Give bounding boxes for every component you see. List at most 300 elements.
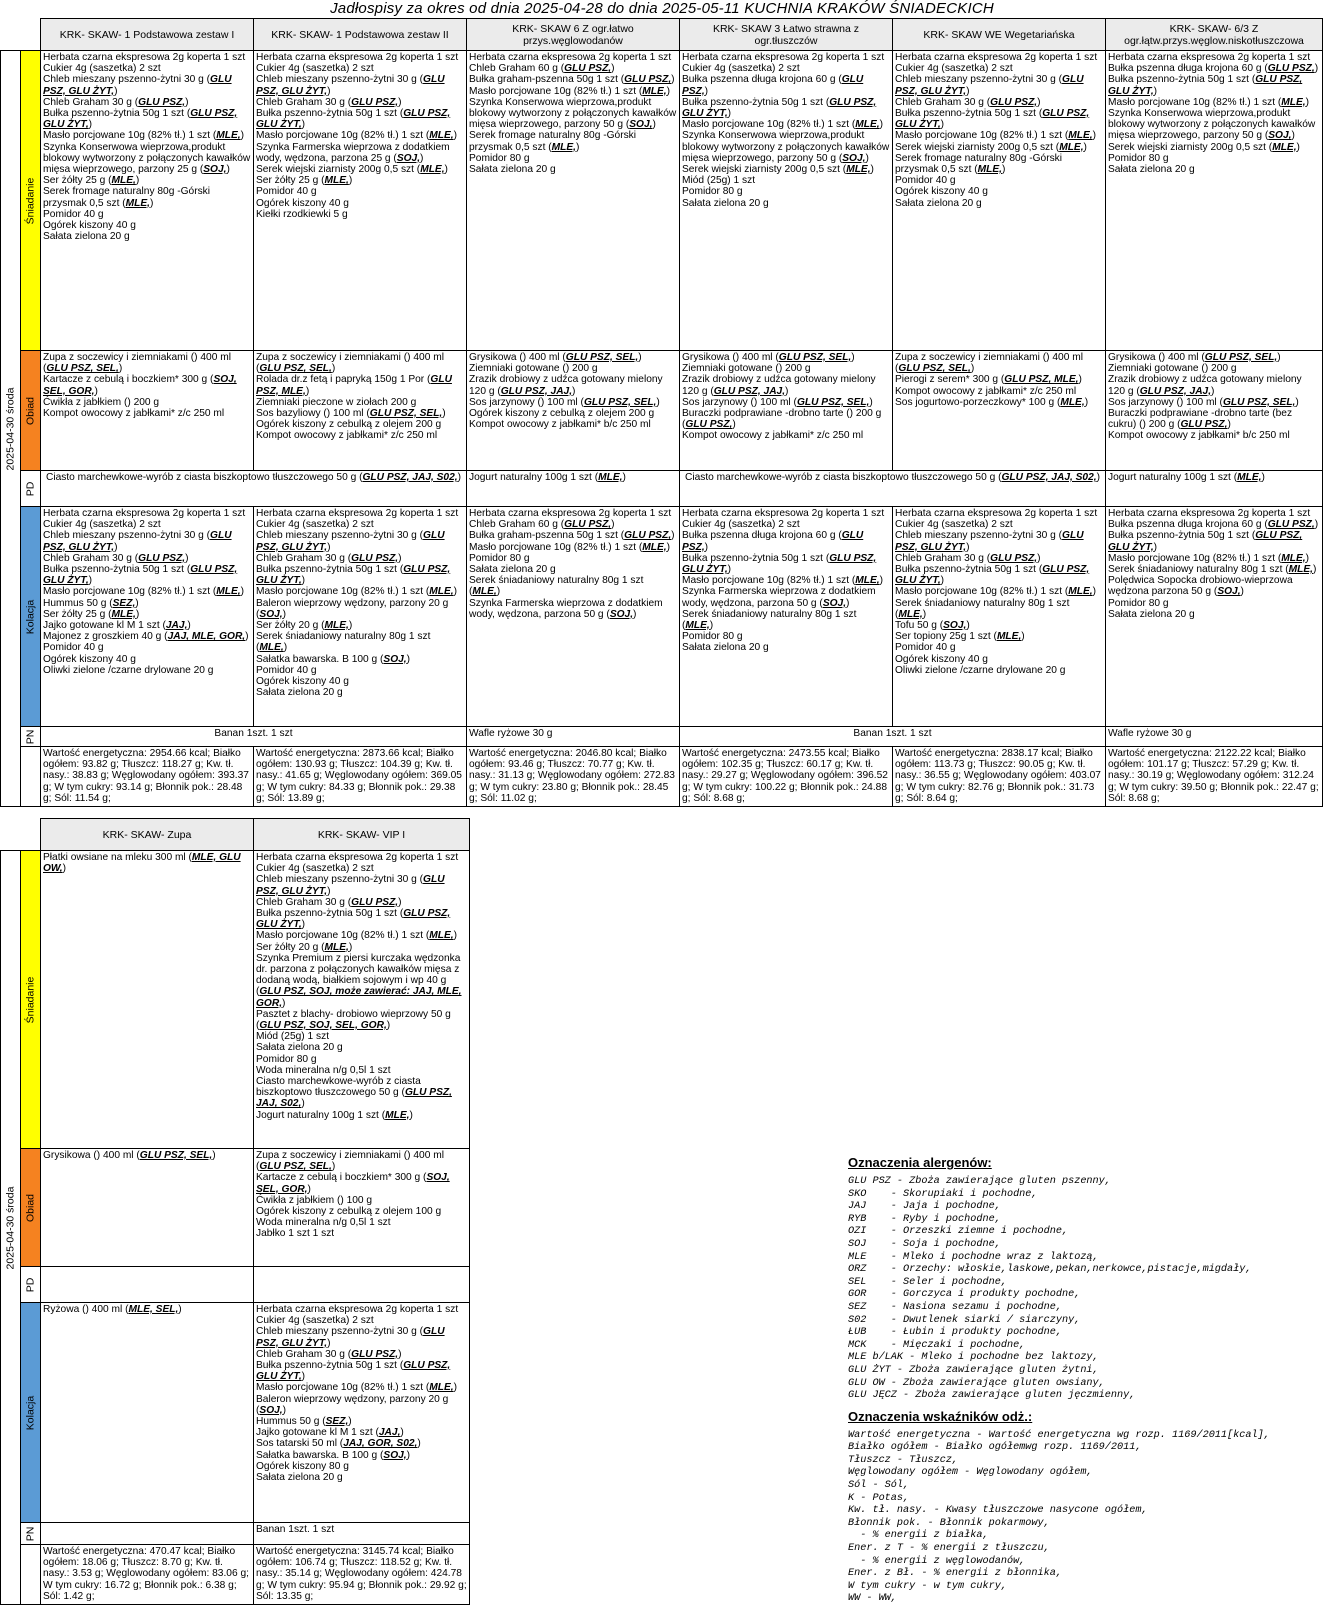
breakfast-cell: [254, 51, 467, 351]
dish-line: Herbata czarna ekspresowa 2g koperta 1 szt: [1108, 52, 1311, 63]
date-label: 2025-04-30 środa: [3, 1186, 16, 1269]
dish-line: Serek śniadaniowy naturalny 80g 1 szt (MLE,): [682, 608, 857, 632]
dish-line: Szynka Farmerska wieprzowa z dodatkiem wody, wędzona, parzona 50 g (SOJ,): [469, 597, 663, 620]
menu-table-bottom: [0, 818, 470, 1605]
dish-line: Zupa z soczewicy i ziemniakami () 400 ml (GLU PSZ, SEL,): [256, 352, 444, 375]
dish-line: Ciasto marchewkowe-wyrób z ciasta biszkoptowo tłuszczowego 50 g (GLU PSZ, JAJ, S02,): [256, 1076, 452, 1110]
dish-line: Szynka Farmerska wieprzowa z dodatkiem wody, wędzona, parzona 50 g (SOJ,): [682, 586, 876, 609]
pn-cell: [680, 727, 1106, 747]
dish-line: Pomidor 80 g: [1108, 152, 1169, 164]
menu-table-top: [0, 18, 1323, 807]
legend-line: - % energii z węglowodanów,: [848, 1555, 1026, 1567]
dish-line: Chleb Graham 30 g (GLU PSZ,): [256, 552, 402, 564]
dish-line: Pomidor 80 g: [256, 1053, 317, 1065]
dinner-cell: [254, 1303, 470, 1523]
dish-line: Ogórek kiszony 40 g: [256, 676, 349, 688]
dish-line: Pomidor 40 g: [256, 186, 317, 198]
dish-line: Sos jarzynowy () 100 ml (GLU PSZ, SEL,): [469, 396, 660, 408]
nutrition-cell: Wartość energetyczna: 2122.22 kcal; Białko ogółem: 101.17 g; Tłuszcz: 57.29 g; Kw. tł. nasy.: 30.19 g; Węglowodany ogółem: 312.24 g; W tym cukry: 39.50 g; Błonnik pok.: 22.47 g; Sól: 8.68 g;: [1106, 747, 1323, 807]
dish-line: Chleb mieszany pszenno-żytni 30 g (GLU PSZ, GLU ŻYT,): [43, 74, 232, 97]
dish-line: Ogórek kiszony z cebulką z olejem 100 g: [256, 1206, 442, 1218]
dish-line: Cukier 4g (saszetka) 2 szt: [895, 63, 1013, 75]
legend-line: SKO - Skorupiaki i pochodne,: [848, 1188, 1038, 1200]
dish-line: Herbata czarna ekspresowa 2g koperta 1 szt: [256, 1304, 459, 1315]
dish-line: Zrazik drobiowy z udźca gotowany mielony 120 g (GLU PSZ, JAJ,): [1108, 374, 1302, 397]
dinner-cell: [680, 507, 893, 727]
dish-line: Bułka pszenno-żytnia 50g 1 szt (GLU PSZ, GLU ŻYT,): [895, 108, 1090, 131]
lunch-cell: [680, 351, 893, 471]
dinner-cell: [41, 507, 254, 727]
legend-line: Kw. tł. nasy. - Kwasy tłuszczowe nasycone ogółem,: [848, 1505, 1148, 1517]
pn-cell: [41, 727, 467, 747]
lunch-cell: [254, 351, 467, 471]
dish-line: Tofu 50 g (SOJ,): [895, 620, 970, 632]
lunch-cell: [254, 1149, 470, 1267]
dish-line: Banan 1szt. 1 szt: [853, 728, 932, 739]
lunch-cell: [41, 1149, 254, 1267]
dish-line: Pomidor 40 g: [43, 642, 104, 654]
dish-line: Herbata czarna ekspresowa 2g koperta 1 szt: [256, 508, 459, 519]
dish-line: Masło porcjowane 10g (82% tł.) 1 szt (MLE,): [256, 1382, 458, 1394]
dish-line: Hummus 50 g (SEZ,): [256, 1416, 352, 1428]
dish-line: Sos jarzynowy () 100 ml (GLU PSZ, SEL,): [682, 396, 873, 408]
legend-line: Ener. z T - % energii z tłuszczu,: [848, 1543, 1050, 1555]
dish-line: Ser żółty 25 g (MLE,): [256, 175, 353, 187]
dish-line: Chleb mieszany pszenno-żytni 30 g (GLU PSZ, GLU ŻYT,): [256, 74, 445, 97]
dish-line: Chleb Graham 30 g (GLU PSZ,): [256, 1348, 402, 1360]
dish-line: Bułka pszenna długa krojona 60 g (GLU PSZ,): [682, 74, 864, 97]
diet-header: KRK- SKAW 6 Z ogr.łatwo przys.węglowodanów: [467, 19, 680, 51]
dish-line: Sałata zielona 20 g: [682, 642, 769, 654]
dish-line: Masło porcjowane 10g (82% tł.) 1 szt (MLE,): [256, 586, 458, 598]
dinner-cell: [41, 1303, 254, 1523]
dish-line: Herbata czarna ekspresowa 2g koperta 1 szt: [895, 508, 1098, 519]
pd-cell: [680, 471, 1106, 507]
meal-label-dinner: Kolacja: [21, 507, 41, 727]
meal-label-lunch: Obiad: [21, 351, 41, 471]
dish-line: Baleron wieprzowy wędzony, parzony 20 g (SOJ,): [256, 1393, 449, 1416]
dish-line: Ser żółty 20 g (MLE,): [256, 620, 353, 632]
date-cell: [1, 851, 21, 1605]
dish-line: Herbata czarna ekspresowa 2g koperta 1 szt: [43, 52, 246, 63]
breakfast-cell: [254, 851, 470, 1149]
dish-line: Pomidor 80 g: [469, 552, 530, 564]
dish-line: Bułka graham-pszenna 50g 1 szt (GLU PSZ,): [469, 530, 675, 542]
dinner-cell: [1106, 507, 1323, 727]
lunch-cell: [893, 351, 1106, 471]
dish-line: Ziemniaki pieczone w ziołach 200 g: [256, 396, 417, 408]
dish-line: Chleb Graham 30 g (GLU PSZ,): [43, 96, 189, 108]
legend-line: MCK - Mięczaki i pochodne,: [848, 1339, 1026, 1351]
dish-line: Serek wiejski ziarnisty 200g 0,5 szt (MLE,): [895, 141, 1087, 153]
dish-line: Kompot owocowy z jabłkami* z/c 250 ml: [895, 385, 1077, 397]
nutrition-cell: Wartość energetyczna: 2046.80 kcal; Białko ogółem: 93.46 g; Tłuszcz: 70.77 g; Kw. tł. nasy.: 31.13 g; Węglowodany ogółem: 272.83 g; W tym cukry: 23.80 g; Błonnik pok.: 28.45 g; Sól: 11.02 g;: [467, 747, 680, 807]
dish-line: Zupa z soczewicy i ziemniakami () 400 ml (GLU PSZ, SEL,): [43, 352, 231, 375]
dish-line: Ogórek kiszony 40 g: [43, 653, 136, 665]
dish-line: Pomidor 40 g: [256, 664, 317, 676]
dish-line: Herbata czarna ekspresowa 2g koperta 1 szt: [1108, 508, 1311, 519]
dish-line: Cukier 4g (saszetka) 2 szt: [256, 63, 374, 75]
dish-line: Kompot owocowy z jabłkami* z/c 250 ml: [256, 430, 438, 442]
dish-line: Chleb mieszany pszenno-żytni 30 g (GLU PSZ, GLU ŻYT,): [256, 530, 445, 553]
dish-line: Szynka Farmerska wieprzowa z dodatkiem wody, wędzona, parzona 25 g (SOJ,): [256, 141, 450, 164]
legend-line: JAJ - Jaja i pochodne,: [848, 1201, 1001, 1213]
legend-line: Białko ogółem - Białko ogółemwg rozp. 1169/2011,: [848, 1442, 1142, 1454]
legend-line: K - Potas,: [848, 1492, 910, 1504]
dish-line: Kompot owocowy z jabłkami* b/c 250 ml: [1108, 430, 1290, 442]
dish-line: Ciasto marchewkowe-wyrób z ciasta biszkoptowo tłuszczowego 50 g (GLU PSZ, JAJ, S02,): [684, 472, 1101, 483]
legend-line: SEL - Seler i pochodne,: [848, 1276, 1007, 1288]
dish-line: Buraczki podprawiane -drobno tarte (bez cukru) () 200 g (GLU PSZ,): [1108, 408, 1293, 431]
dish-line: Bułka pszenno-żytnia 50g 1 szt (GLU PSZ, GLU ŻYT,): [256, 564, 451, 587]
dish-line: Ogórek kiszony 80 g: [256, 1460, 349, 1472]
dish-line: Pomidor 40 g: [43, 208, 104, 220]
legend-line: Wartość energetyczna - Wartość energetyczna wg rozp. 1169/2011[kcal],: [848, 1429, 1270, 1441]
legend-line: Błonnik pok. - Błonnik pokarmowy,: [848, 1517, 1050, 1529]
dish-line: Kompot owocowy z jabłkami* b/c 250 ml: [469, 419, 651, 431]
dish-line: Miód (25g) 1 szt: [682, 175, 756, 187]
dish-line: Cukier 4g (saszetka) 2 szt: [256, 1315, 374, 1327]
dish-line: Sos bazyliowy () 100 ml (GLU PSZ, SEL,): [256, 408, 446, 420]
legend-line: GOR - Gorczyca i produkty pochodne,: [848, 1289, 1081, 1301]
dish-line: Buraczki podprawiane -drobno tarte () 200 g (GLU PSZ,): [682, 408, 882, 431]
legend-line: S02 - Dwutlenek siarki / siarczyny,: [848, 1314, 1081, 1326]
dish-line: Szynka Premium z piersi kurczaka wędzonka dr. parzona z połączonych kawałków mięsa z dodaną wodą, białkiem sojowym i wp 40 g (GLU PSZ, SOJ, może zawierać: JAJ, MLE, GOR,): [256, 952, 462, 1009]
pd-cell: [41, 471, 467, 507]
dish-line: Pomidor 40 g: [895, 642, 956, 654]
dish-line: Serek wiejski ziarnisty 200g 0,5 szt (MLE,): [256, 164, 448, 176]
dish-line: Chleb mieszany pszenno-żytni 30 g (GLU PSZ, GLU ŻYT,): [895, 74, 1084, 97]
legend-line: GLU JĘCZ - Zboża zawierające gluten jęczmienny,: [848, 1390, 1136, 1402]
dish-line: Ser topiony 25g 1 szt (MLE,): [895, 631, 1025, 643]
dish-line: Cukier 4g (saszetka) 2 szt: [43, 519, 161, 531]
diet-header: KRK- SKAW 3 Łatwo strawna z ogr.tłuszczów: [680, 19, 893, 51]
dish-line: Chleb Graham 30 g (GLU PSZ,): [43, 552, 189, 564]
dish-line: Sos tatarski 50 ml (JAJ, GOR, S02,): [256, 1438, 421, 1450]
dish-line: Chleb Graham 60 g (GLU PSZ,): [469, 63, 615, 75]
dish-line: Chleb Graham 30 g (GLU PSZ,): [256, 896, 402, 908]
dish-line: Sałatka bawarska. B 100 g (SOJ,): [256, 653, 411, 665]
legend-line: GLU OW - Zboża zawierające gluten owsiany,: [848, 1377, 1105, 1389]
legend-line: WW - WW,: [848, 1593, 897, 1605]
legend-line: SEZ - Nasiona sezamu i pochodne,: [848, 1301, 1062, 1313]
dish-line: Sałata zielona 20 g: [469, 164, 556, 176]
dish-line: Herbata czarna ekspresowa 2g koperta 1 szt: [895, 52, 1098, 63]
dish-line: Jajko gotowane kl M 1 szt (JAJ,): [256, 1427, 404, 1439]
dish-line: Sos jogurtowo-porzeczkowy* 100 g (MLE,): [895, 396, 1089, 408]
dish-line: Pomidor 80 g: [682, 631, 743, 643]
dish-line: Jajko gotowane kl M 1 szt (JAJ,): [43, 620, 191, 632]
breakfast-cell: [467, 51, 680, 351]
dish-line: Kartacze z cebulą i boczkiem* 300 g (SOJ, SEL, GOR,): [256, 1172, 450, 1195]
pn-cell: [1106, 727, 1323, 747]
legend-line: ŁUB - Łubin i produkty pochodne,: [848, 1327, 1062, 1339]
meal-label-lunch: Obiad: [21, 1149, 41, 1267]
dish-line: Sałata zielona 20 g: [1108, 608, 1195, 620]
dish-line: Kompot owocowy z jabłkami* z/c 250 ml: [682, 430, 864, 442]
dish-line: Sałata zielona 20 g: [895, 197, 982, 209]
dish-line: Banan 1szt. 1 szt: [256, 1524, 335, 1535]
dish-line: Pomidor 40 g: [895, 175, 956, 187]
legend-line: MLE - Mleko i pochodne wraz z laktozą,: [848, 1251, 1099, 1263]
legend-line: Ener. z Bł. - % energii z błonnika,: [848, 1568, 1062, 1580]
meal-label-pn: PN: [21, 727, 41, 747]
dish-line: Oliwki zielone /czarne drylowane 20 g: [895, 664, 1066, 676]
dish-line: Ser żółty 25 g (MLE,): [43, 175, 140, 187]
dish-line: Ogórek kiszony z cebulką z olejem 200 g: [469, 408, 655, 420]
dish-line: Sałata zielona 20 g: [256, 1042, 343, 1054]
dish-line: Bułka pszenno-żytnia 50g 1 szt (GLU PSZ, GLU ŻYT,): [256, 108, 451, 131]
date-cell: [1, 51, 21, 807]
legend-line: SOJ - Soja i pochodne,: [848, 1238, 1001, 1250]
dish-line: Serek fromage naturalny 80g -Górski przysmak 0,5 szt (MLE,): [469, 130, 637, 153]
dish-line: Bułka pszenno-żytnia 50g 1 szt (GLU PSZ, GLU ŻYT,): [1108, 74, 1303, 97]
dish-line: Ziemniaki gotowane () 200 g: [682, 363, 811, 375]
dish-line: Masło porcjowane 10g (82% tł.) 1 szt (MLE,): [256, 930, 458, 942]
dish-line: Chleb Graham 30 g (GLU PSZ,): [256, 96, 402, 108]
breakfast-cell: [893, 51, 1106, 351]
dish-line: Masło porcjowane 10g (82% tł.) 1 szt (MLE,): [469, 85, 671, 97]
dish-line: Szynka Konserwowa wieprzowa,produkt blokowy wytworzony z połączonych kawałków mięsa wieprzowego, parzony 25 g (SOJ,): [43, 141, 251, 176]
dish-line: Chleb mieszany pszenno-żytni 30 g (GLU PSZ, GLU ŻYT,): [895, 530, 1084, 553]
lunch-cell: [1106, 351, 1323, 471]
dish-line: Serek wiejski ziarnisty 200g 0,5 szt (MLE,): [682, 164, 874, 176]
breakfast-cell: [1106, 51, 1323, 351]
meal-label-breakfast: Śniadanie: [21, 51, 41, 351]
dish-line: Ziemniaki gotowane () 200 g: [1108, 363, 1237, 375]
dish-line: Ćwikła z jabłkiem () 200 g: [43, 396, 160, 408]
indicators-list: [848, 1430, 1318, 1606]
diet-header: KRK- SKAW- 1 Podstawowa zestaw I: [41, 19, 254, 51]
nutrition-cell: Wartość energetyczna: 2838.17 kcal; Białko ogółem: 113.73 g; Tłuszcz: 90.05 g; Kw. tł. nasy.: 36.55 g; Węglowodany ogółem: 403.07 g; W tym cukry: 82.76 g; Błonnik pok.: 31.73 g; Sól: 8.64 g;: [893, 747, 1106, 807]
dish-line: Grysikowa () 400 ml (GLU PSZ, SEL,): [43, 1150, 216, 1161]
meal-label-breakfast: Śniadanie: [21, 851, 41, 1149]
dish-line: Bułka pszenno-żytnia 50g 1 szt (GLU PSZ, GLU ŻYT,): [256, 908, 451, 931]
dish-line: Masło porcjowane 10g (82% tł.) 1 szt (MLE,): [43, 130, 245, 142]
meal-label-dinner: Kolacja: [21, 1303, 41, 1523]
dish-line: Ser żółty 25 g (MLE,): [43, 608, 140, 620]
dish-line: Cukier 4g (saszetka) 2 szt: [895, 519, 1013, 531]
dish-line: Masło porcjowane 10g (82% tł.) 1 szt (MLE,): [682, 575, 884, 587]
diet-header: KRK- SKAW- 1 Podstawowa zestaw II: [254, 19, 467, 51]
dish-line: Szynka Konserwowa wieprzowa,produkt blokowy wytworzony z połączonych kawałków mięsa wieprzowego, parzony 50 g (SOJ,): [682, 130, 890, 164]
dish-line: Polędwica Sopocka drobiowo-wieprzowa wędzona parzona 50 g (SOJ,): [1108, 575, 1293, 598]
dish-line: Masło porcjowane 10g (82% tł.) 1 szt (MLE,): [682, 119, 884, 131]
dish-line: Masło porcjowane 10g (82% tł.) 1 szt (MLE,): [256, 130, 458, 142]
dish-line: Pierogi z serem* 300 g (GLU PSZ, MLE,): [895, 374, 1082, 386]
dish-line: Ogórek kiszony 40 g: [256, 197, 349, 209]
legend-line: Węglowodany ogółem - Węglowodany ogółem,: [848, 1467, 1093, 1479]
legend-line: W tym cukry - w tym cukry,: [848, 1580, 1007, 1592]
dish-line: Bułka pszenno-żytnia 50g 1 szt (GLU PSZ, GLU ŻYT,): [682, 96, 877, 120]
nutrition-cell: Wartość energetyczna: 2873.66 kcal; Białko ogółem: 130.93 g; Tłuszcz: 104.39 g; Kw. tł. nasy.: 41.65 g; Węglowodany ogółem: 369.05 g; W tym cukry: 84.33 g; Błonnik pok.: 29.38 g; Sól: 13.89 g;: [254, 747, 467, 807]
diet-header: KRK- SKAW- 6/3 Z ogr.łątw.przys.węglow.niskotłuszczowa: [1106, 19, 1323, 51]
dish-line: Bułka pszenno-żytnia 50g 1 szt (GLU PSZ, GLU ŻYT,): [1108, 530, 1303, 553]
dish-line: Sałata zielona 20 g: [256, 1472, 343, 1484]
dish-line: Cukier 4g (saszetka) 2 szt: [256, 863, 374, 875]
dish-line: Kartacze z cebulą i boczkiem* 300 g (SOJ, SEL, GOR,): [43, 374, 237, 397]
dish-line: Masło porcjowane 10g (82% tł.) 1 szt (MLE,): [895, 130, 1097, 142]
dish-line: Wafle ryżowe 30 g: [469, 728, 553, 739]
legend: [848, 1155, 1318, 1606]
dish-line: Masło porcjowane 10g (82% tł.) 1 szt (MLE,): [895, 586, 1097, 598]
legend-line: ORZ - Orzechy: włoskie,laskowe,pekan,nerkowce,pistacje,migdały,: [848, 1264, 1252, 1276]
lunch-cell: [467, 351, 680, 471]
pd-cell: [467, 471, 680, 507]
dish-line: Baleron wieprzowy wędzony, parzony 20 g (SOJ,): [256, 597, 449, 620]
dish-line: Ser żółty 20 g (MLE,): [256, 941, 353, 953]
dish-line: Sałata zielona 20 g: [469, 564, 556, 576]
dish-line: Masło porcjowane 10g (82% tł.) 1 szt (MLE,): [1108, 96, 1310, 108]
breakfast-cell: [680, 51, 893, 351]
dish-line: Ciasto marchewkowe-wyrób z ciasta biszkoptowo tłuszczowego 50 g (GLU PSZ, JAJ, S02,): [45, 472, 462, 483]
dish-line: Serek śniadaniowy naturalny 80g 1 szt (MLE,): [1108, 564, 1317, 576]
dish-line: Bułka pszenna długa krojona 60 g (GLU PSZ,): [1108, 519, 1319, 531]
dish-line: Chleb mieszany pszenno-żytni 30 g (GLU PSZ, GLU ŻYT,): [43, 530, 232, 553]
dish-line: Grysikowa () 400 ml (GLU PSZ, SEL,): [682, 352, 855, 363]
dish-line: Ogórek kiszony 40 g: [895, 186, 988, 198]
dish-line: Herbata czarna ekspresowa 2g koperta 1 szt: [682, 52, 885, 63]
dish-line: Herbata czarna ekspresowa 2g koperta 1 szt: [469, 508, 672, 519]
dish-line: Banan 1szt. 1 szt: [214, 728, 293, 739]
dish-line: Bułka pszenno-żytnia 50g 1 szt (GLU PSZ, GLU ŻYT,): [43, 108, 238, 131]
dish-line: Jabłko 1 szt 1 szt: [256, 1228, 335, 1240]
dish-line: Pasztet z blachy- drobiowo wieprzowy 50 g (GLU PSZ, SOJ, SEL, GOR,): [256, 1008, 451, 1032]
dish-line: Pomidor 80 g: [469, 152, 530, 164]
dish-line: Chleb mieszany pszenno-żytni 30 g (GLU PSZ, GLU ŻYT,): [256, 874, 445, 897]
legend-line: OZI - Orzeszki ziemne i pochodne,: [848, 1226, 1069, 1238]
pd-cell: [41, 1267, 254, 1303]
dish-line: Bułka pszenna długa krojona 60 g (GLU PSZ,): [682, 530, 864, 553]
dish-line: Hummus 50 g (SEZ,): [43, 597, 139, 609]
legend-line: Tłuszcz - Tłuszcz,: [848, 1454, 959, 1466]
dish-line: Pomidor 80 g: [1108, 597, 1169, 609]
dish-line: Chleb Graham 60 g (GLU PSZ,): [469, 519, 615, 531]
dish-line: Ogórek kiszony 40 g: [43, 220, 136, 232]
dinner-cell: [254, 507, 467, 727]
dish-line: Sałatka bawarska. B 100 g (SOJ,): [256, 1449, 411, 1461]
dish-line: Serek wiejski ziarnisty 200g 0,5 szt (MLE,): [1108, 141, 1300, 153]
dish-line: Cukier 4g (saszetka) 2 szt: [43, 63, 161, 75]
dish-line: Bułka graham-pszenna 50g 1 szt (GLU PSZ,): [469, 74, 675, 86]
dish-line: Chleb Graham 30 g (GLU PSZ,): [895, 96, 1041, 108]
dish-line: Ogórek kiszony 40 g: [895, 653, 988, 665]
dish-line: Jogurt naturalny 100g 1 szt (MLE,): [469, 472, 626, 483]
dish-line: Cukier 4g (saszetka) 2 szt: [256, 519, 374, 531]
dish-line: Szynka Konserwowa wieprzowa,produkt blokowy wytworzony z połączonych kawałków mięsa wieprzowego, parzony 50 g (SOJ,): [469, 96, 677, 131]
lunch-cell: [41, 351, 254, 471]
legend-line: MLE b/LAK - Mleko i pochodne bez laktozy,: [848, 1352, 1099, 1364]
dish-line: Masło porcjowane 10g (82% tł.) 1 szt (MLE,): [1108, 552, 1310, 564]
dish-line: Sos jarzynowy () 100 ml (GLU PSZ, SEL,): [1108, 396, 1299, 408]
dish-line: Bułka pszenno-żytnia 50g 1 szt (GLU PSZ, GLU ŻYT,): [43, 564, 238, 587]
dish-line: Ryżowa () 400 ml (MLE, SEL,): [43, 1304, 182, 1315]
diet-header: KRK- SKAW- Zupa: [41, 819, 254, 851]
pd-cell: [254, 1267, 470, 1303]
dish-line: Ogórek kiszony z cebulką z olejem 200 g: [256, 419, 442, 431]
dish-line: Jogurt naturalny 100g 1 szt (MLE,): [1108, 472, 1265, 483]
legend-line: GLU PSZ - Zboża zawierające gluten pszenny,: [848, 1176, 1111, 1187]
dish-line: Kompot owocowy z jabłkami* z/c 250 ml: [43, 408, 225, 420]
dish-line: Sałata zielona 20 g: [256, 687, 343, 699]
breakfast-cell: [41, 851, 254, 1149]
dish-line: Bułka pszenno-żytnia 50g 1 szt (GLU PSZ, GLU ŻYT,): [256, 1360, 451, 1383]
allergens-list: [848, 1176, 1318, 1403]
legend-line: GLU ŻYT - Zboża zawierające gluten żytni,: [848, 1364, 1099, 1376]
dish-line: Chleb mieszany pszenno-żytni 30 g (GLU PSZ, GLU ŻYT,): [256, 1326, 445, 1349]
pn-cell: [41, 1523, 254, 1545]
dinner-cell: [893, 507, 1106, 727]
legend-line: - % energii z białka,: [848, 1530, 989, 1542]
nutrition-cell: Wartość energetyczna: 3145.74 kcal; Białko ogółem: 106.74 g; Tłuszcz: 118.52 g; Kw. tł. nasy.: 35.14 g; Węglowodany ogółem: 424.78 g; W tym cukry: 95.94 g; Błonnik pok.: 29.92 g; Sól: 13.35 g;: [254, 1545, 470, 1605]
dish-line: Serek fromage naturalny 80g -Górski przysmak 0,5 szt (MLE,): [43, 186, 211, 209]
dish-line: Bułka pszenno-żytnia 50g 1 szt (GLU PSZ, GLU ŻYT,): [895, 564, 1090, 587]
dish-line: Majonez z groszkiem 40 g (JAJ, MLE, GOR,): [43, 631, 249, 643]
dish-line: Wafle ryżowe 30 g: [1108, 728, 1192, 739]
breakfast-cell: [41, 51, 254, 351]
dish-line: Oliwki zielone /czarne drylowane 20 g: [43, 664, 214, 676]
dish-line: Serek śniadaniowy naturalny 80g 1 szt (MLE,): [256, 631, 431, 654]
dish-line: Bułka pszenno-żytnia 50g 1 szt (GLU PSZ, GLU ŻYT,): [682, 552, 877, 576]
dish-line: Serek śniadaniowy naturalny 80g 1 szt (MLE,): [469, 575, 644, 598]
dish-line: Herbata czarna ekspresowa 2g koperta 1 szt: [43, 508, 246, 519]
dish-line: Masło porcjowane 10g (82% tł.) 1 szt (MLE,): [469, 541, 671, 553]
indicators-title: Oznaczenia wskaźników odż.:: [848, 1408, 1033, 1424]
legend-line: Sól - Sól,: [848, 1480, 910, 1492]
dish-line: Zrazik drobiowy z udźca gotowany mielony 120 g (GLU PSZ, JAJ,): [682, 374, 876, 397]
dish-line: Zrazik drobiowy z udźca gotowany mielony 120 g (GLU PSZ, JAJ,): [469, 374, 663, 397]
meal-label-pd: PD: [21, 471, 41, 507]
pn-cell: [254, 1523, 470, 1545]
dish-line: Herbata czarna ekspresowa 2g koperta 1 szt: [682, 508, 885, 519]
diet-header: KRK- SKAW- VIP I: [254, 819, 470, 851]
dish-line: Rolada dr.z fetą i papryką 150g 1 Por (GLU PSZ, MLE,): [256, 374, 452, 397]
dish-line: Płatki owsiane na mleku 300 ml (MLE, GLU OW,): [43, 852, 241, 875]
dish-line: Zupa z soczewicy i ziemniakami () 400 ml (GLU PSZ, SEL,): [256, 1150, 444, 1173]
dish-line: Miód (25g) 1 szt: [256, 1031, 330, 1043]
dish-line: Grysikowa () 400 ml (GLU PSZ, SEL,): [469, 352, 642, 363]
dish-line: Cukier 4g (saszetka) 2 szt: [682, 63, 800, 75]
dish-line: Chleb Graham 30 g (GLU PSZ,): [895, 552, 1041, 564]
dish-line: Pomidor 80 g: [682, 186, 743, 198]
dish-line: Masło porcjowane 10g (82% tł.) 1 szt (MLE,): [43, 586, 245, 598]
diet-header: KRK- SKAW WE Wegetariańska: [893, 19, 1106, 51]
dish-line: Grysikowa () 400 ml (GLU PSZ, SEL,): [1108, 352, 1281, 363]
nutrition-cell: Wartość energetyczna: 2473.55 kcal; Białko ogółem: 102.35 g; Tłuszcz: 60.17 g; Kw. tł. nasy.: 29.27 g; Węglowodany ogółem: 396.52 g; W tym cukry: 100.22 g; Błonnik pok.: 24.88 g; Sól: 8.68 g;: [680, 747, 893, 807]
dish-line: Woda mineralna n/g 0,5l 1 szt: [256, 1217, 391, 1229]
dish-line: Jogurt naturalny 100g 1 szt (MLE,): [256, 1109, 413, 1121]
dish-line: Bułka pszenna długa krojona 60 g (GLU PSZ,): [1108, 63, 1319, 75]
dish-line: Sałata zielona 20 g: [1108, 164, 1195, 176]
dish-line: Serek fromage naturalny 80g -Górski przysmak 0,5 szt (MLE,): [895, 152, 1063, 176]
date-label: 2025-04-30 środa: [3, 387, 16, 470]
dish-line: Ziemniaki gotowane () 200 g: [469, 363, 598, 375]
dish-line: Woda mineralna n/g 0,5l 1 szt: [256, 1064, 391, 1076]
dish-line: Cukier 4g (saszetka) 2 szt: [682, 519, 800, 531]
dinner-cell: [467, 507, 680, 727]
dish-line: Kiełki rzodkiewki 5 g: [256, 208, 348, 220]
nutrition-cell: Wartość energetyczna: 470.47 kcal; Białko ogółem: 18.06 g; Tłuszcz: 8.70 g; Kw. tł. nasy.: 3.53 g; Węglowodany ogółem: 83.06 g; W tym cukry: 16.72 g; Błonnik pok.: 6.38 g; Sól: 1.42 g;: [41, 1545, 254, 1605]
pn-cell: [467, 727, 680, 747]
dish-line: Sałata zielona 20 g: [682, 197, 769, 209]
nutrition-cell: Wartość energetyczna: 2954.66 kcal; Białko ogółem: 93.82 g; Tłuszcz: 118.27 g; Kw. tł. nasy.: 38.83 g; Węglowodany ogółem: 393.37 g; W tym cukry: 93.14 g; Błonnik pok.: 28.48 g; Sól: 11.54 g;: [41, 747, 254, 807]
dish-line: Zupa z soczewicy i ziemniakami () 400 ml (GLU PSZ, SEL,): [895, 352, 1083, 375]
allergens-title: Oznaczenia alergenów:: [848, 1155, 992, 1170]
dish-line: Serek śniadaniowy naturalny 80g 1 szt (MLE,): [895, 597, 1070, 620]
dish-line: Ćwikła z jabłkiem () 100 g: [256, 1194, 373, 1206]
meal-label-pn: PN: [21, 1523, 41, 1545]
dish-line: Szynka Konserwowa wieprzowa,produkt blokowy wytworzony z połączonych kawałków mięsa wieprzowego, parzony 50 g (SOJ,): [1108, 108, 1316, 142]
